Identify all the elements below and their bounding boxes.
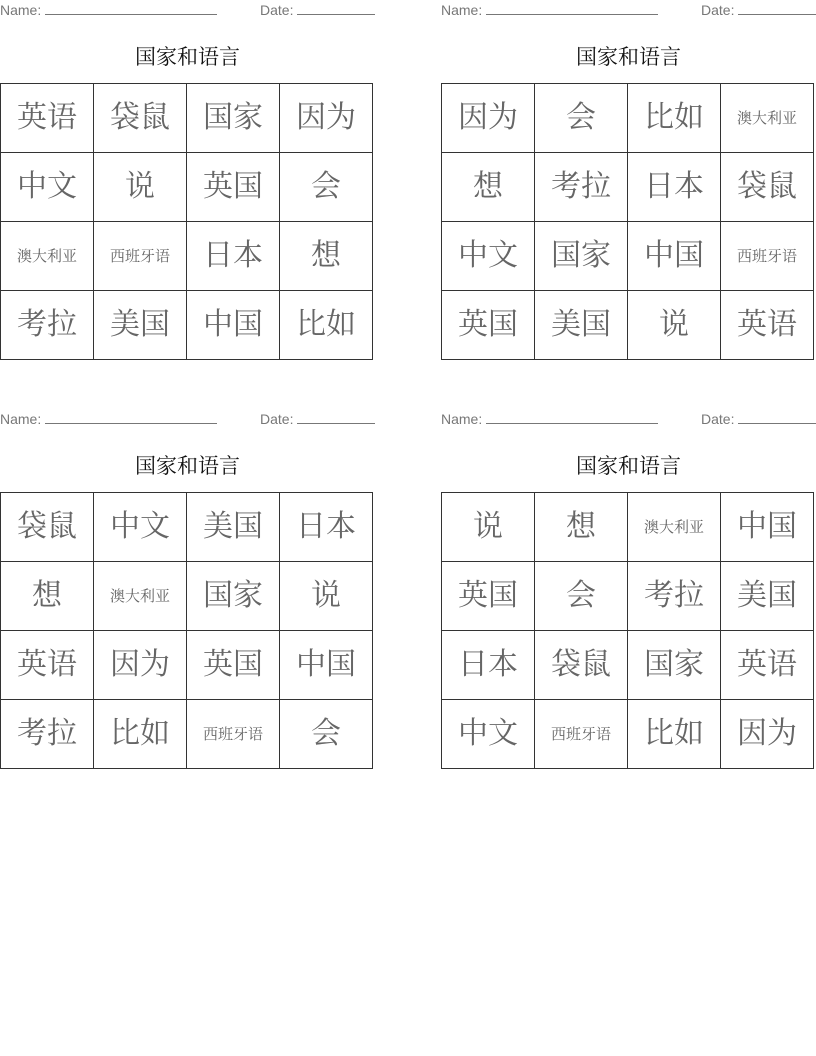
bingo-grid <box>441 83 814 360</box>
grid-row <box>442 291 814 360</box>
bingo-card-2 <box>441 0 816 342</box>
date-field[interactable] <box>260 2 375 18</box>
grid-cell: 英国 <box>187 631 280 700</box>
grid-cell: 英国 <box>187 153 280 222</box>
name-blank-line[interactable] <box>45 2 217 15</box>
grid-cell: 袋鼠 <box>94 84 187 153</box>
grid-cell: 想 <box>280 222 373 291</box>
grid-cell: 因为 <box>442 84 535 153</box>
grid-cell: 说 <box>628 291 721 360</box>
grid-cell: 会 <box>535 562 628 631</box>
grid-cell: 英语 <box>721 631 814 700</box>
grid-cell: 想 <box>1 562 94 631</box>
grid-cell: 考拉 <box>535 153 628 222</box>
grid-cell: 中文 <box>1 153 94 222</box>
grid-row <box>442 700 814 769</box>
grid-row <box>1 291 373 360</box>
grid-cell: 中文 <box>442 222 535 291</box>
name-blank-line[interactable] <box>486 411 658 424</box>
name-date-row <box>441 0 816 20</box>
name-field[interactable] <box>0 411 217 427</box>
card-title: 国家和语言 <box>135 454 240 478</box>
grid-cell: 袋鼠 <box>535 631 628 700</box>
grid-cell: 澳大利亚 <box>721 84 814 153</box>
bingo-grid <box>0 492 373 769</box>
grid-cell: 因为 <box>721 700 814 769</box>
grid-cell: 国家 <box>535 222 628 291</box>
grid-row <box>1 493 373 562</box>
grid-cell: 会 <box>535 84 628 153</box>
grid-cell: 西班牙语 <box>187 700 280 769</box>
grid-cell: 国家 <box>187 84 280 153</box>
grid-cell: 美国 <box>187 493 280 562</box>
grid-cell: 中国 <box>721 493 814 562</box>
grid-cell: 中国 <box>280 631 373 700</box>
date-field[interactable] <box>701 411 816 427</box>
card-title: 国家和语言 <box>576 454 681 478</box>
name-blank-line[interactable] <box>486 2 658 15</box>
grid-row <box>442 562 814 631</box>
grid-cell: 说 <box>280 562 373 631</box>
grid-row <box>442 631 814 700</box>
date-field[interactable] <box>260 411 375 427</box>
name-date-row <box>0 0 375 20</box>
name-field[interactable] <box>441 2 658 18</box>
grid-cell: 比如 <box>628 84 721 153</box>
grid-cell: 因为 <box>94 631 187 700</box>
date-blank-line[interactable] <box>297 411 375 424</box>
grid-cell: 考拉 <box>1 700 94 769</box>
grid-cell: 比如 <box>628 700 721 769</box>
date-blank-line[interactable] <box>738 411 816 424</box>
grid-cell: 西班牙语 <box>94 222 187 291</box>
grid-cell: 会 <box>280 700 373 769</box>
grid-cell: 日本 <box>628 153 721 222</box>
grid-cell: 美国 <box>535 291 628 360</box>
name-date-row <box>0 409 375 429</box>
name-label: Name: <box>0 2 42 18</box>
grid-cell: 因为 <box>280 84 373 153</box>
grid-row <box>1 222 373 291</box>
grid-cell: 美国 <box>721 562 814 631</box>
date-label: Date: <box>260 2 294 18</box>
grid-cell: 英语 <box>1 631 94 700</box>
name-field[interactable] <box>441 411 658 427</box>
grid-cell: 比如 <box>280 291 373 360</box>
grid-cell: 想 <box>442 153 535 222</box>
grid-cell: 考拉 <box>1 291 94 360</box>
grid-cell: 会 <box>280 153 373 222</box>
grid-cell: 想 <box>535 493 628 562</box>
name-label: Name: <box>441 2 483 18</box>
grid-cell: 袋鼠 <box>721 153 814 222</box>
grid-cell: 说 <box>442 493 535 562</box>
grid-cell: 澳大利亚 <box>628 493 721 562</box>
grid-row <box>1 700 373 769</box>
name-label: Name: <box>441 411 483 427</box>
grid-cell: 澳大利亚 <box>1 222 94 291</box>
grid-cell: 中文 <box>442 700 535 769</box>
name-field[interactable] <box>0 2 217 18</box>
grid-cell: 日本 <box>280 493 373 562</box>
name-blank-line[interactable] <box>45 411 217 424</box>
grid-cell: 澳大利亚 <box>94 562 187 631</box>
grid-cell: 中文 <box>94 493 187 562</box>
grid-cell: 西班牙语 <box>535 700 628 769</box>
bingo-grid <box>0 83 373 360</box>
grid-cell: 英语 <box>721 291 814 360</box>
date-label: Date: <box>260 411 294 427</box>
grid-cell: 考拉 <box>628 562 721 631</box>
grid-cell: 英语 <box>1 84 94 153</box>
grid-cell: 英国 <box>442 562 535 631</box>
grid-cell: 中国 <box>628 222 721 291</box>
grid-cell: 日本 <box>187 222 280 291</box>
date-label: Date: <box>701 411 735 427</box>
bingo-card-3 <box>0 409 375 751</box>
date-field[interactable] <box>701 2 816 18</box>
grid-row <box>1 631 373 700</box>
grid-row <box>1 84 373 153</box>
grid-row <box>442 493 814 562</box>
date-blank-line[interactable] <box>738 2 816 15</box>
grid-row <box>1 562 373 631</box>
grid-row <box>442 222 814 291</box>
grid-row <box>442 84 814 153</box>
date-label: Date: <box>701 2 735 18</box>
grid-cell: 比如 <box>94 700 187 769</box>
grid-cell: 国家 <box>628 631 721 700</box>
bingo-card-1 <box>0 0 375 342</box>
grid-cell: 英国 <box>442 291 535 360</box>
grid-cell: 西班牙语 <box>721 222 814 291</box>
name-label: Name: <box>0 411 42 427</box>
grid-cell: 国家 <box>187 562 280 631</box>
bingo-grid <box>441 492 814 769</box>
grid-cell: 美国 <box>94 291 187 360</box>
grid-cell: 中国 <box>187 291 280 360</box>
bingo-card-4 <box>441 409 816 751</box>
grid-cell: 说 <box>94 153 187 222</box>
grid-cell: 袋鼠 <box>1 493 94 562</box>
grid-row <box>1 153 373 222</box>
grid-cell: 日本 <box>442 631 535 700</box>
date-blank-line[interactable] <box>297 2 375 15</box>
card-title: 国家和语言 <box>135 45 240 69</box>
grid-row <box>442 153 814 222</box>
name-date-row <box>441 409 816 429</box>
card-title: 国家和语言 <box>576 45 681 69</box>
